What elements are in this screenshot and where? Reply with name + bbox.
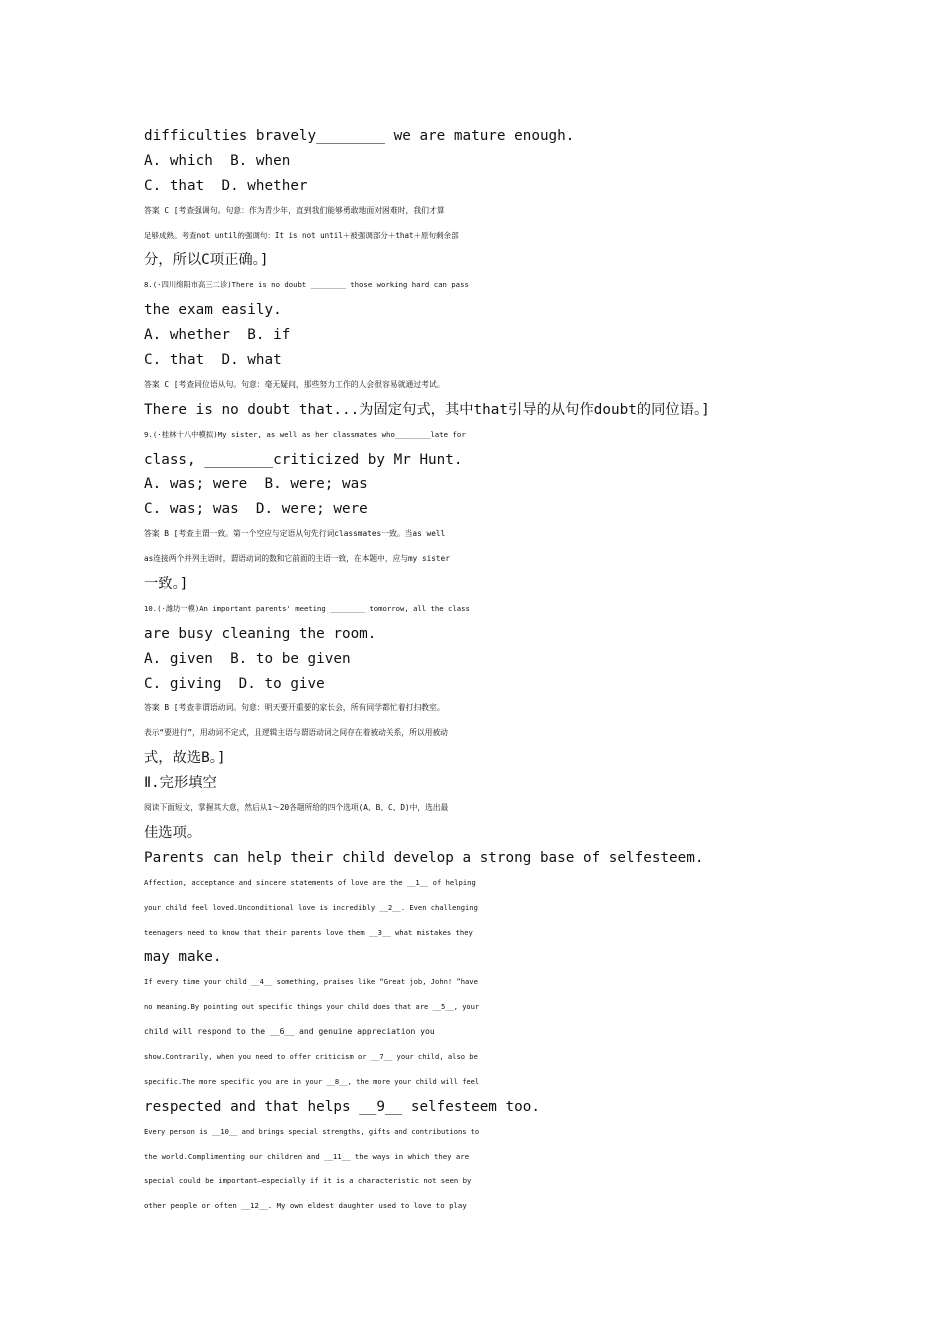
passage-line: special could be important—especially if it is a characteristic not seen by xyxy=(144,1176,472,1186)
passage-line: Every person is __10__ and brings special strengths, gifts and contributions to xyxy=(144,1126,480,1136)
question-line: 10.(·潍坊一模)An important parents' meeting ________ tomorrow, all the class xyxy=(144,603,470,613)
answer-line: as连接两个并列主语时，谓语动词的数和它前面的主语一致，在本题中，应与my sister xyxy=(144,554,450,564)
option-line: C. giving D. to give xyxy=(144,675,325,692)
passage-line: no meaning.By pointing out specific things your child does that are __5__, your xyxy=(144,1002,480,1012)
passage-line: show.Contrarily, when you need to offer criticism or __7__ your child, also be xyxy=(144,1051,478,1061)
text-line: difficulties bravely________ we are mature enough. xyxy=(144,128,575,144)
answer-line: 答案 C [考查强调句。句意：作为青少年，直到我们能够勇敢地面对困难时，我们才算 xyxy=(144,205,445,215)
passage-line: may make. xyxy=(144,949,222,966)
answer-line: 分，所以C项正确。] xyxy=(144,252,269,269)
passage-line: Affection, acceptance and sincere statements of love are the __1__ of helping xyxy=(144,877,476,887)
answer-line: 表示“要进行”，用动词不定式，且逻辑主语与谓语动词之间存在着被动关系，所以用被动 xyxy=(144,728,448,738)
question-line: class, ________criticized by Mr Hunt. xyxy=(144,451,463,468)
option-line: A. which B. when xyxy=(144,152,291,169)
passage-line: the world.Complimenting our children and __11__ the ways in which they are xyxy=(144,1151,470,1161)
instruction-line: 佳选项。 xyxy=(144,824,202,841)
passage-line: respected and that helps __9__ selfesteem too. xyxy=(144,1098,540,1115)
passage-line: child will respond to the __6__ and genuine appreciation you xyxy=(144,1027,435,1037)
passage-line: teenagers need to know that their parents love them __3__ what mistakes they xyxy=(144,927,473,937)
question-line: the exam easily. xyxy=(144,302,282,319)
document-page xyxy=(144,124,808,1219)
passage-line: specific.The more specific you are in your __8__, the more your child will feel xyxy=(144,1076,480,1086)
answer-line: 一致。] xyxy=(144,576,189,593)
option-line: C. that D. whether xyxy=(144,177,308,194)
answer-line: 足够成熟。考查not until的强调句：It is not until＋被强调部分＋that＋原句剩余部 xyxy=(144,230,459,240)
question-line: are busy cleaning the room. xyxy=(144,625,377,642)
passage-line: If every time your child __4__ something, praises like “Great job, John! ”have xyxy=(144,977,478,987)
option-line: C. was; was D. were; were xyxy=(144,501,368,518)
answer-line: 式，故选B。] xyxy=(144,750,226,767)
passage-line: your child feel loved.Unconditional love is incredibly __2__. Even challenging xyxy=(144,902,478,912)
option-line: A. given B. to be given xyxy=(144,650,351,667)
section-heading: Ⅱ.完形填空 xyxy=(144,775,217,792)
passage-line: other people or often __12__. My own eldest daughter used to love to play xyxy=(144,1201,467,1211)
answer-line: 答案 B [考查主谓一致。第一个空应与定语从句先行词classmates一致。当as well xyxy=(144,529,446,539)
answer-line: There is no doubt that...为固定句式，其中that引导的从句作doubt的同位语。] xyxy=(144,401,710,418)
question-line: 8.(·四川绵阳市高三二诊)There is no doubt ________ those working hard can pass xyxy=(144,280,469,290)
passage-line: Parents can help their child develop a strong base of selfesteem. xyxy=(144,849,704,866)
answer-line: 答案 C [考查同位语从句。句意：毫无疑问，那些努力工作的人会很容易就通过考试。 xyxy=(144,379,445,389)
question-line: 9.(·桂林十八中模拟)My sister, as well as her classmates who________late for xyxy=(144,429,466,439)
option-line: C. that D. what xyxy=(144,352,282,369)
answer-line: 答案 B [考查非谓语动词。句意：明天要开重要的家长会，所有同学都忙着打扫教室。 xyxy=(144,703,445,713)
instruction-line: 阅读下面短文，掌握其大意，然后从1～20各题所给的四个选项(A、B、C、D)中，选出最 xyxy=(144,803,449,813)
option-line: A. was; were B. were; was xyxy=(144,476,368,493)
option-line: A. whether B. if xyxy=(144,327,291,344)
